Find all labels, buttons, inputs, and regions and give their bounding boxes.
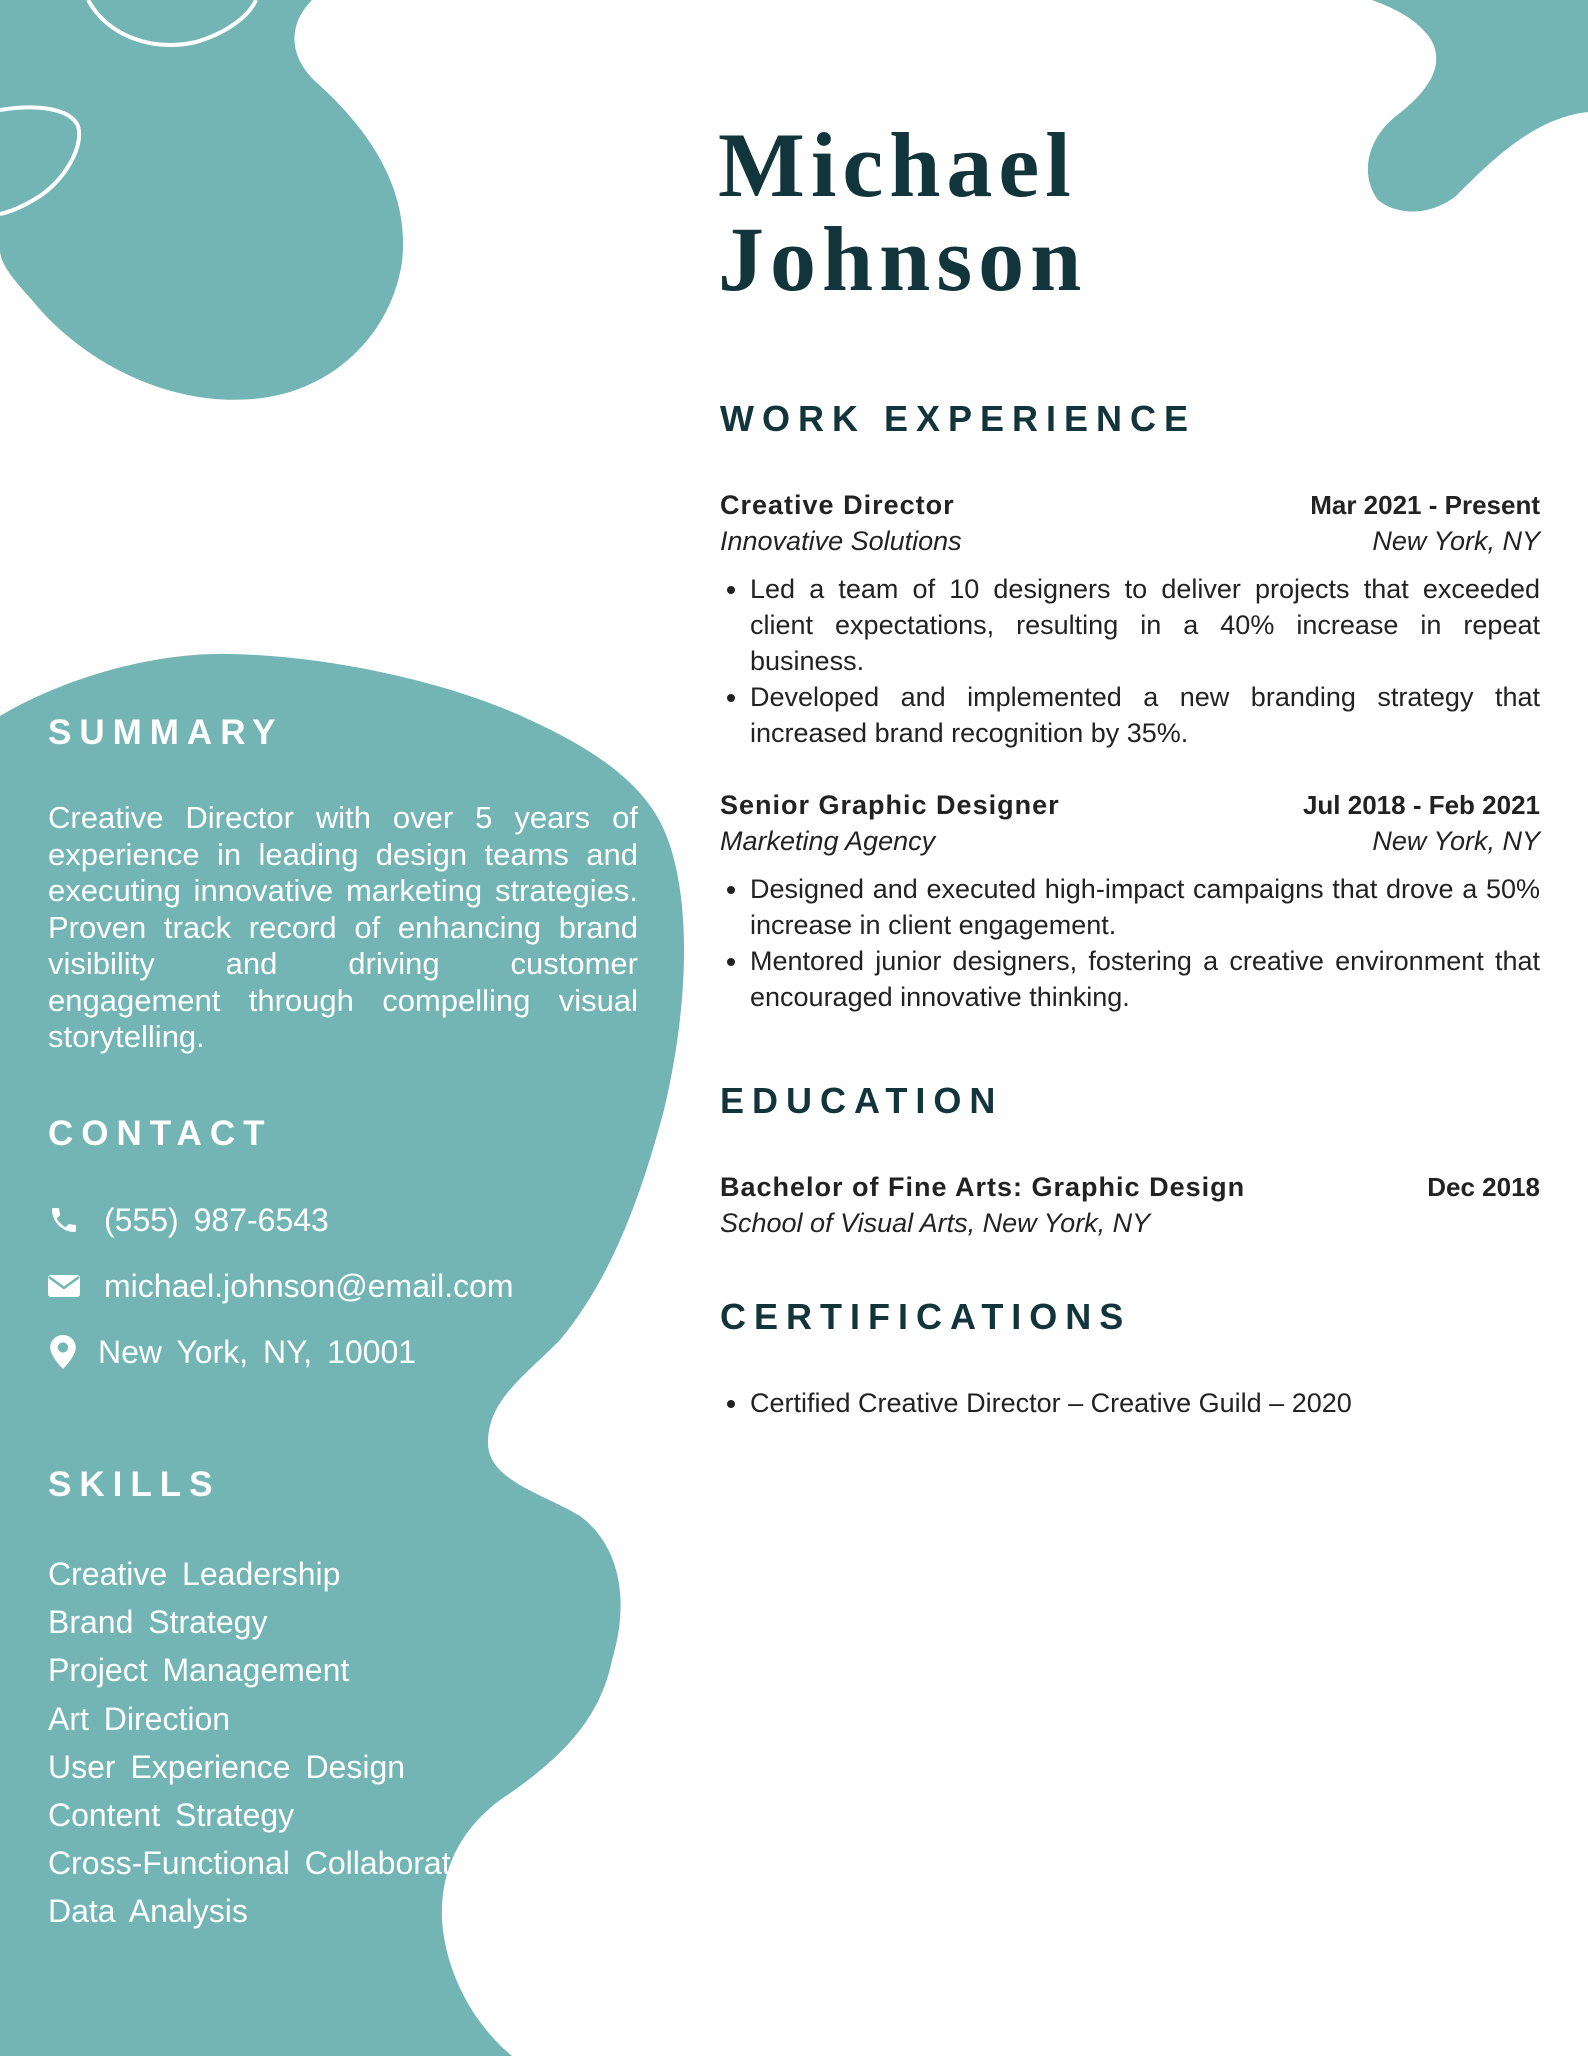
location-text: New York, NY, 10001 (98, 1333, 417, 1370)
job-bullet: • Developed and implemented a new branding strategy that increased brand recognition by 35%. (750, 679, 1540, 751)
phone-icon (48, 1204, 80, 1236)
mail-icon (48, 1273, 80, 1299)
skill-item: Brand Strategy (48, 1604, 268, 1641)
skill-item: Project Management (48, 1652, 350, 1689)
contact-heading: CONTACT (48, 1114, 273, 1153)
summary-heading: SUMMARY (48, 713, 284, 752)
work-experience-heading: WORK EXPERIENCE (720, 398, 1197, 439)
job-title: Senior Graphic Designer (720, 790, 1060, 820)
skill-item: Content Strategy (48, 1796, 295, 1833)
skills-heading: SKILLS (48, 1465, 221, 1504)
last-name: Johnson (718, 208, 1088, 310)
skill-item: Creative Leadership (48, 1556, 341, 1592)
skill-item: Art Direction (48, 1700, 231, 1737)
job-company: Marketing Agency (720, 826, 936, 856)
job-location: New York, NY (1372, 526, 1540, 556)
job-bullets (720, 871, 1540, 1015)
phone-text: (555) 987-6543 (104, 1201, 329, 1238)
first-name: Michael (718, 114, 1077, 216)
certification-item: • Certified Creative Director – Creative Guild – 2020 (750, 1385, 1570, 1421)
job-dates: Jul 2018 - Feb 2021 (1302, 790, 1540, 820)
skill-item: Cross-Functional Collaborat (48, 1845, 451, 1882)
education-entry (720, 1169, 1540, 1241)
top-left-blob (0, 0, 403, 400)
job-dates: Mar 2021 - Present (1310, 490, 1540, 520)
top-right-blob (1368, 0, 1588, 212)
graduation-date: Dec 2018 (1427, 1172, 1540, 1202)
job-bullet: • Designed and executed high-impact campaigns that drove a 50% increase in client engagement. (750, 871, 1540, 943)
education-heading: EDUCATION (720, 1080, 1004, 1121)
contact-phone[interactable] (48, 1200, 329, 1240)
degree: Bachelor of Fine Arts: Graphic Design (720, 1172, 1246, 1202)
job-location: New York, NY (1372, 826, 1540, 856)
certifications-heading: CERTIFICATIONS (720, 1296, 1132, 1337)
job-bullet: • Mentored junior designers, fostering a creative environment that encouraged innovative thinking. (750, 943, 1540, 1015)
candidate-name (718, 114, 1088, 310)
skills-list (48, 1550, 648, 1936)
summary-text: Creative Director with over 5 years of experience in leading design teams and executing innovative marketing strategies. Proven track record of enhancing brand visibility and driving customer engagement through compelling visual storytelling. (48, 800, 638, 1054)
job-entry (720, 787, 1540, 1015)
job-bullets (720, 571, 1540, 751)
job-entry (720, 487, 1540, 751)
job-company: Innovative Solutions (720, 526, 962, 556)
contact-location (48, 1332, 416, 1372)
skill-item: Data Analysis (48, 1893, 248, 1930)
school: School of Visual Arts, New York, NY (720, 1208, 1151, 1238)
job-bullet: • Led a team of 10 designers to deliver projects that exceeded client expectations, resulting in a 40% increase in repeat business. (750, 571, 1540, 679)
certifications-list (720, 1385, 1570, 1421)
location-pin-icon (50, 1335, 76, 1369)
skill-item: User Experience Design (48, 1748, 406, 1785)
email-text: michael.johnson@email.com (104, 1267, 514, 1304)
job-title: Creative Director (720, 490, 955, 520)
contact-email[interactable] (48, 1266, 514, 1306)
